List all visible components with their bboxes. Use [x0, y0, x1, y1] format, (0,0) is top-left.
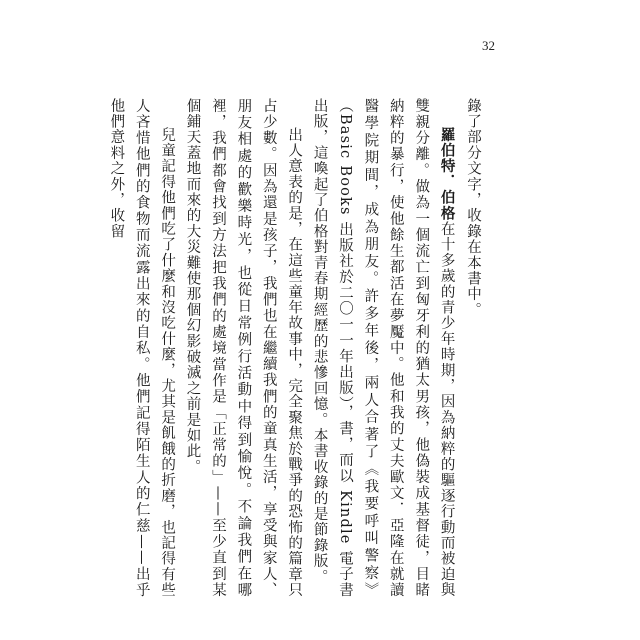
paragraph-2-body: 在十多歲的青少年時期，因為納粹的驅逐行動而被迫與雙親分離。做為一個流亡到匈牙利的猶太男孩，他偽裝成基督徒，目睹納粹的暴行，使他餘生都活在夢魘中。他和我的丈夫歐文．亞隆在就讀醫學院期間，成為朋友。許多年後，兩人合著了《我要呼叫警察》（Basic Books 出版社於二〇一一年出版），書，而以 Kindle 電子書出版，這喚起了伯格對青春期經歷的悲慘回憶。本書收錄的是節錄版。 [311, 98, 455, 599]
paragraph-3: 出人意表的是，在這些童年故事中，完全聚焦於戰爭的恐怖的篇章只占少數。因為還是孩子，我們也在繼續我們的童真生活，享受與家人、朋友相處的歡樂時光，也從日常例行活動中得到愉悅。不論我們在哪裡，我們都會找到方法把我們的處境當作是「正常的」——至少直到某個鋪天蓋地而來的大災難使那個幻影破滅之前是如此。 [184, 98, 303, 598]
page-number: 32 [482, 38, 495, 53]
paragraph-1: 錄了部分文字，收錄在本書中。 [465, 98, 481, 318]
paragraph-2 [306, 98, 459, 598]
paragraph-4: 兒童記得他們吃了什麼和沒吃什麼，尤其是飢餓的折磨，也記得有些人吝惜他們的食物而流露出來的自私。他們記得陌生人的仁慈——出乎他們意料之外，收留 [108, 98, 176, 598]
body-text [108, 98, 485, 599]
bold-lead-name: 羅伯特．伯格 [438, 127, 456, 222]
